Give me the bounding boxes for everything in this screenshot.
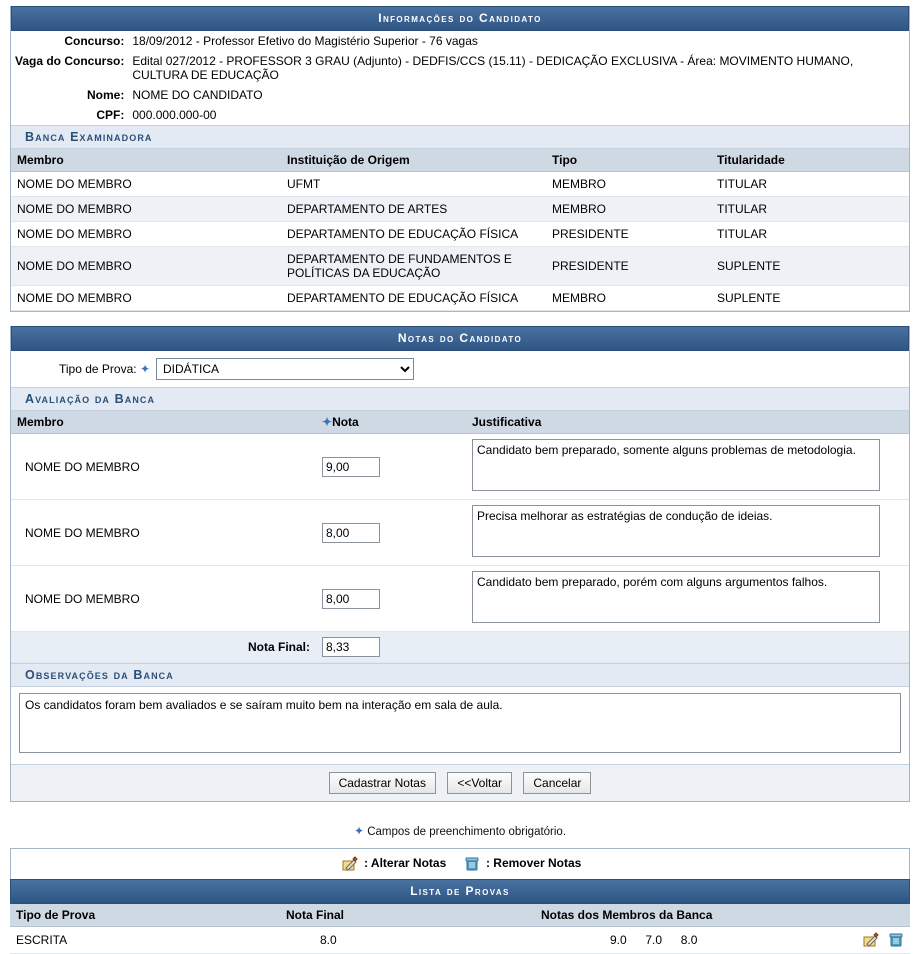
required-star-icon: ✦ [139, 362, 150, 376]
avaliacao-justificativa-cell [466, 566, 909, 632]
observacoes-textarea[interactable] [19, 693, 901, 753]
avaliacao-header-row [11, 411, 909, 434]
banca-cell-tipo: PRESIDENTE [546, 247, 711, 286]
banca-col-titularidade: Titularidade [711, 149, 909, 172]
tipo-prova-label-cell [11, 351, 156, 387]
remover-notas-icon[interactable] [882, 934, 904, 948]
banca-col-membro: Membro [11, 149, 281, 172]
avaliacao-justificativa-cell [466, 434, 909, 500]
banca-cell-instituicao: DEPARTAMENTO DE ARTES [281, 197, 546, 222]
banca-examinadora-table [11, 149, 909, 311]
avaliacao-row [11, 434, 909, 500]
info-value-concurso: 18/09/2012 - Professor Efetivo do Magistério Superior - 76 vagas [132, 34, 478, 48]
info-row-nome [11, 85, 909, 105]
cadastrar-notas-button[interactable]: Cadastrar Notas [329, 772, 436, 794]
candidate-info-title: Informações do Candidato [11, 6, 909, 31]
nota-final-input[interactable] [322, 637, 380, 657]
banca-cell-tipo: MEMBRO [546, 286, 711, 311]
lista-col-notas-membros: Notas dos Membros da Banca [535, 904, 840, 927]
table-row [11, 197, 909, 222]
avaliacao-col-membro: Membro [11, 411, 316, 434]
info-value-cpf: 000.000.000-00 [132, 108, 217, 122]
avaliacao-membro: NOME DO MEMBRO [11, 500, 316, 566]
avaliacao-nota-cell [316, 566, 466, 632]
banca-col-instituicao: Instituição de Origem [281, 149, 546, 172]
banca-cell-membro: NOME DO MEMBRO [11, 222, 281, 247]
candidate-info-table [11, 31, 909, 125]
nota-final-cell [316, 632, 909, 663]
banca-cell-titularidade: SUPLENTE [711, 247, 909, 286]
table-row [10, 927, 910, 954]
banca-cell-instituicao: DEPARTAMENTO DE FUNDAMENTOS E POLÍTICAS DA EDUCAÇÃO [281, 247, 546, 286]
justificativa-textarea-1[interactable] [472, 439, 880, 491]
lista-cell-acoes [840, 927, 910, 954]
banca-cell-instituicao: DEPARTAMENTO DE EDUCAÇÃO FÍSICA [281, 222, 546, 247]
banca-examinadora-subheader: Banca Examinadora [11, 125, 909, 149]
avaliacao-membro: NOME DO MEMBRO [11, 566, 316, 632]
avaliacao-col-nota [316, 411, 466, 434]
avaliacao-row [11, 500, 909, 566]
banca-col-tipo: Tipo [546, 149, 711, 172]
info-label-cpf: CPF: [96, 108, 125, 122]
required-star-icon: ✦ [322, 415, 333, 429]
avaliacao-justificativa-cell [466, 500, 909, 566]
nota-input-2[interactable] [322, 523, 380, 543]
nota-membro-3: 8.0 [680, 933, 698, 947]
justificativa-textarea-2[interactable] [472, 505, 880, 557]
avaliacao-nota-cell [316, 500, 466, 566]
info-label-nome: Nome: [87, 88, 125, 102]
voltar-button[interactable]: <<Voltar [447, 772, 512, 794]
info-row-vaga [11, 51, 909, 85]
banca-cell-tipo: MEMBRO [546, 172, 711, 197]
tipo-prova-select[interactable] [156, 358, 414, 380]
banca-cell-tipo: MEMBRO [546, 197, 711, 222]
notas-panel-title: Notas do Candidato [11, 326, 909, 351]
banca-cell-tipo: PRESIDENTE [546, 222, 711, 247]
cancelar-button[interactable]: Cancelar [523, 772, 591, 794]
avaliacao-banca-table [11, 411, 909, 663]
justificativa-textarea-3[interactable] [472, 571, 880, 623]
lista-provas-header-row [10, 904, 910, 927]
nota-final-row [11, 632, 909, 663]
nota-membro-1: 9.0 [610, 933, 627, 947]
candidate-info-panel [10, 6, 910, 312]
lista-provas-title: Lista de Provas [10, 879, 910, 904]
lista-col-nota-final: Nota Final [280, 904, 535, 927]
banca-cell-membro: NOME DO MEMBRO [11, 247, 281, 286]
lista-col-tipo: Tipo de Prova [10, 904, 280, 927]
observacoes-wrapper [11, 687, 909, 764]
tipo-prova-row [11, 351, 909, 387]
table-row [11, 247, 909, 286]
info-value-vaga: Edital 027/2012 - PROFESSOR 3 GRAU (Adjunto) - DEDFIS/CCS (15.11) - DEDICAÇÃO EXCLUSIVA - Área: MOVIMENTO HUMANO, CULTURA DE EDUCAÇÃO [132, 54, 854, 82]
avaliacao-col-justificativa: Justificativa [466, 411, 909, 434]
required-star-icon: ✦ [353, 824, 365, 838]
tipo-prova-select-cell [156, 351, 909, 387]
legend-bar [10, 848, 910, 879]
avaliacao-row [11, 566, 909, 632]
required-fields-text: Campos de preenchimento obrigatório. [367, 826, 567, 838]
info-label-vaga: Vaga do Concurso: [15, 54, 125, 68]
trash-icon [464, 858, 483, 872]
lista-provas-panel [10, 848, 910, 954]
notas-button-bar [11, 764, 909, 801]
legend-alterar-text: : Alterar Notas [364, 856, 447, 871]
pencil-icon [342, 858, 361, 872]
required-fields-note [10, 816, 910, 848]
lista-cell-notas-membros [535, 927, 840, 954]
lista-cell-tipo: ESCRITA [10, 927, 280, 954]
banca-cell-membro: NOME DO MEMBRO [11, 172, 281, 197]
table-row [11, 286, 909, 311]
lista-col-acoes [840, 904, 910, 927]
banca-cell-membro: NOME DO MEMBRO [11, 197, 281, 222]
alterar-notas-icon[interactable] [857, 934, 882, 948]
avaliacao-nota-cell [316, 434, 466, 500]
info-row-concurso [11, 31, 909, 51]
banca-cell-titularidade: TITULAR [711, 222, 909, 247]
lista-cell-nota-final: 8.0 [280, 927, 535, 954]
avaliacao-membro: NOME DO MEMBRO [11, 434, 316, 500]
info-value-nome: NOME DO CANDIDATO [132, 88, 263, 102]
info-row-cpf [11, 105, 909, 125]
tipo-prova-label: Tipo de Prova: [58, 362, 137, 376]
nota-input-1[interactable] [322, 457, 380, 477]
banca-header-row [11, 149, 909, 172]
info-label-concurso: Concurso: [64, 34, 125, 48]
observacoes-banca-subheader: Observações da Banca [11, 663, 909, 687]
banca-cell-titularidade: SUPLENTE [711, 286, 909, 311]
notas-panel [10, 326, 910, 802]
nota-input-3[interactable] [322, 589, 380, 609]
table-row [11, 222, 909, 247]
banca-cell-instituicao: DEPARTAMENTO DE EDUCAÇÃO FÍSICA [281, 286, 546, 311]
table-row [11, 172, 909, 197]
legend-remover-text: : Remover Notas [485, 856, 582, 871]
avaliacao-banca-subheader: Avaliação da Banca [11, 387, 909, 411]
banca-cell-membro: NOME DO MEMBRO [11, 286, 281, 311]
banca-cell-titularidade: TITULAR [711, 197, 909, 222]
avaliacao-col-nota-label: Nota [332, 415, 359, 429]
nota-final-label: Nota Final: [11, 632, 316, 663]
nota-membro-2: 7.0 [645, 933, 663, 947]
lista-provas-table [10, 904, 910, 954]
banca-cell-instituicao: UFMT [281, 172, 546, 197]
banca-cell-titularidade: TITULAR [711, 172, 909, 197]
